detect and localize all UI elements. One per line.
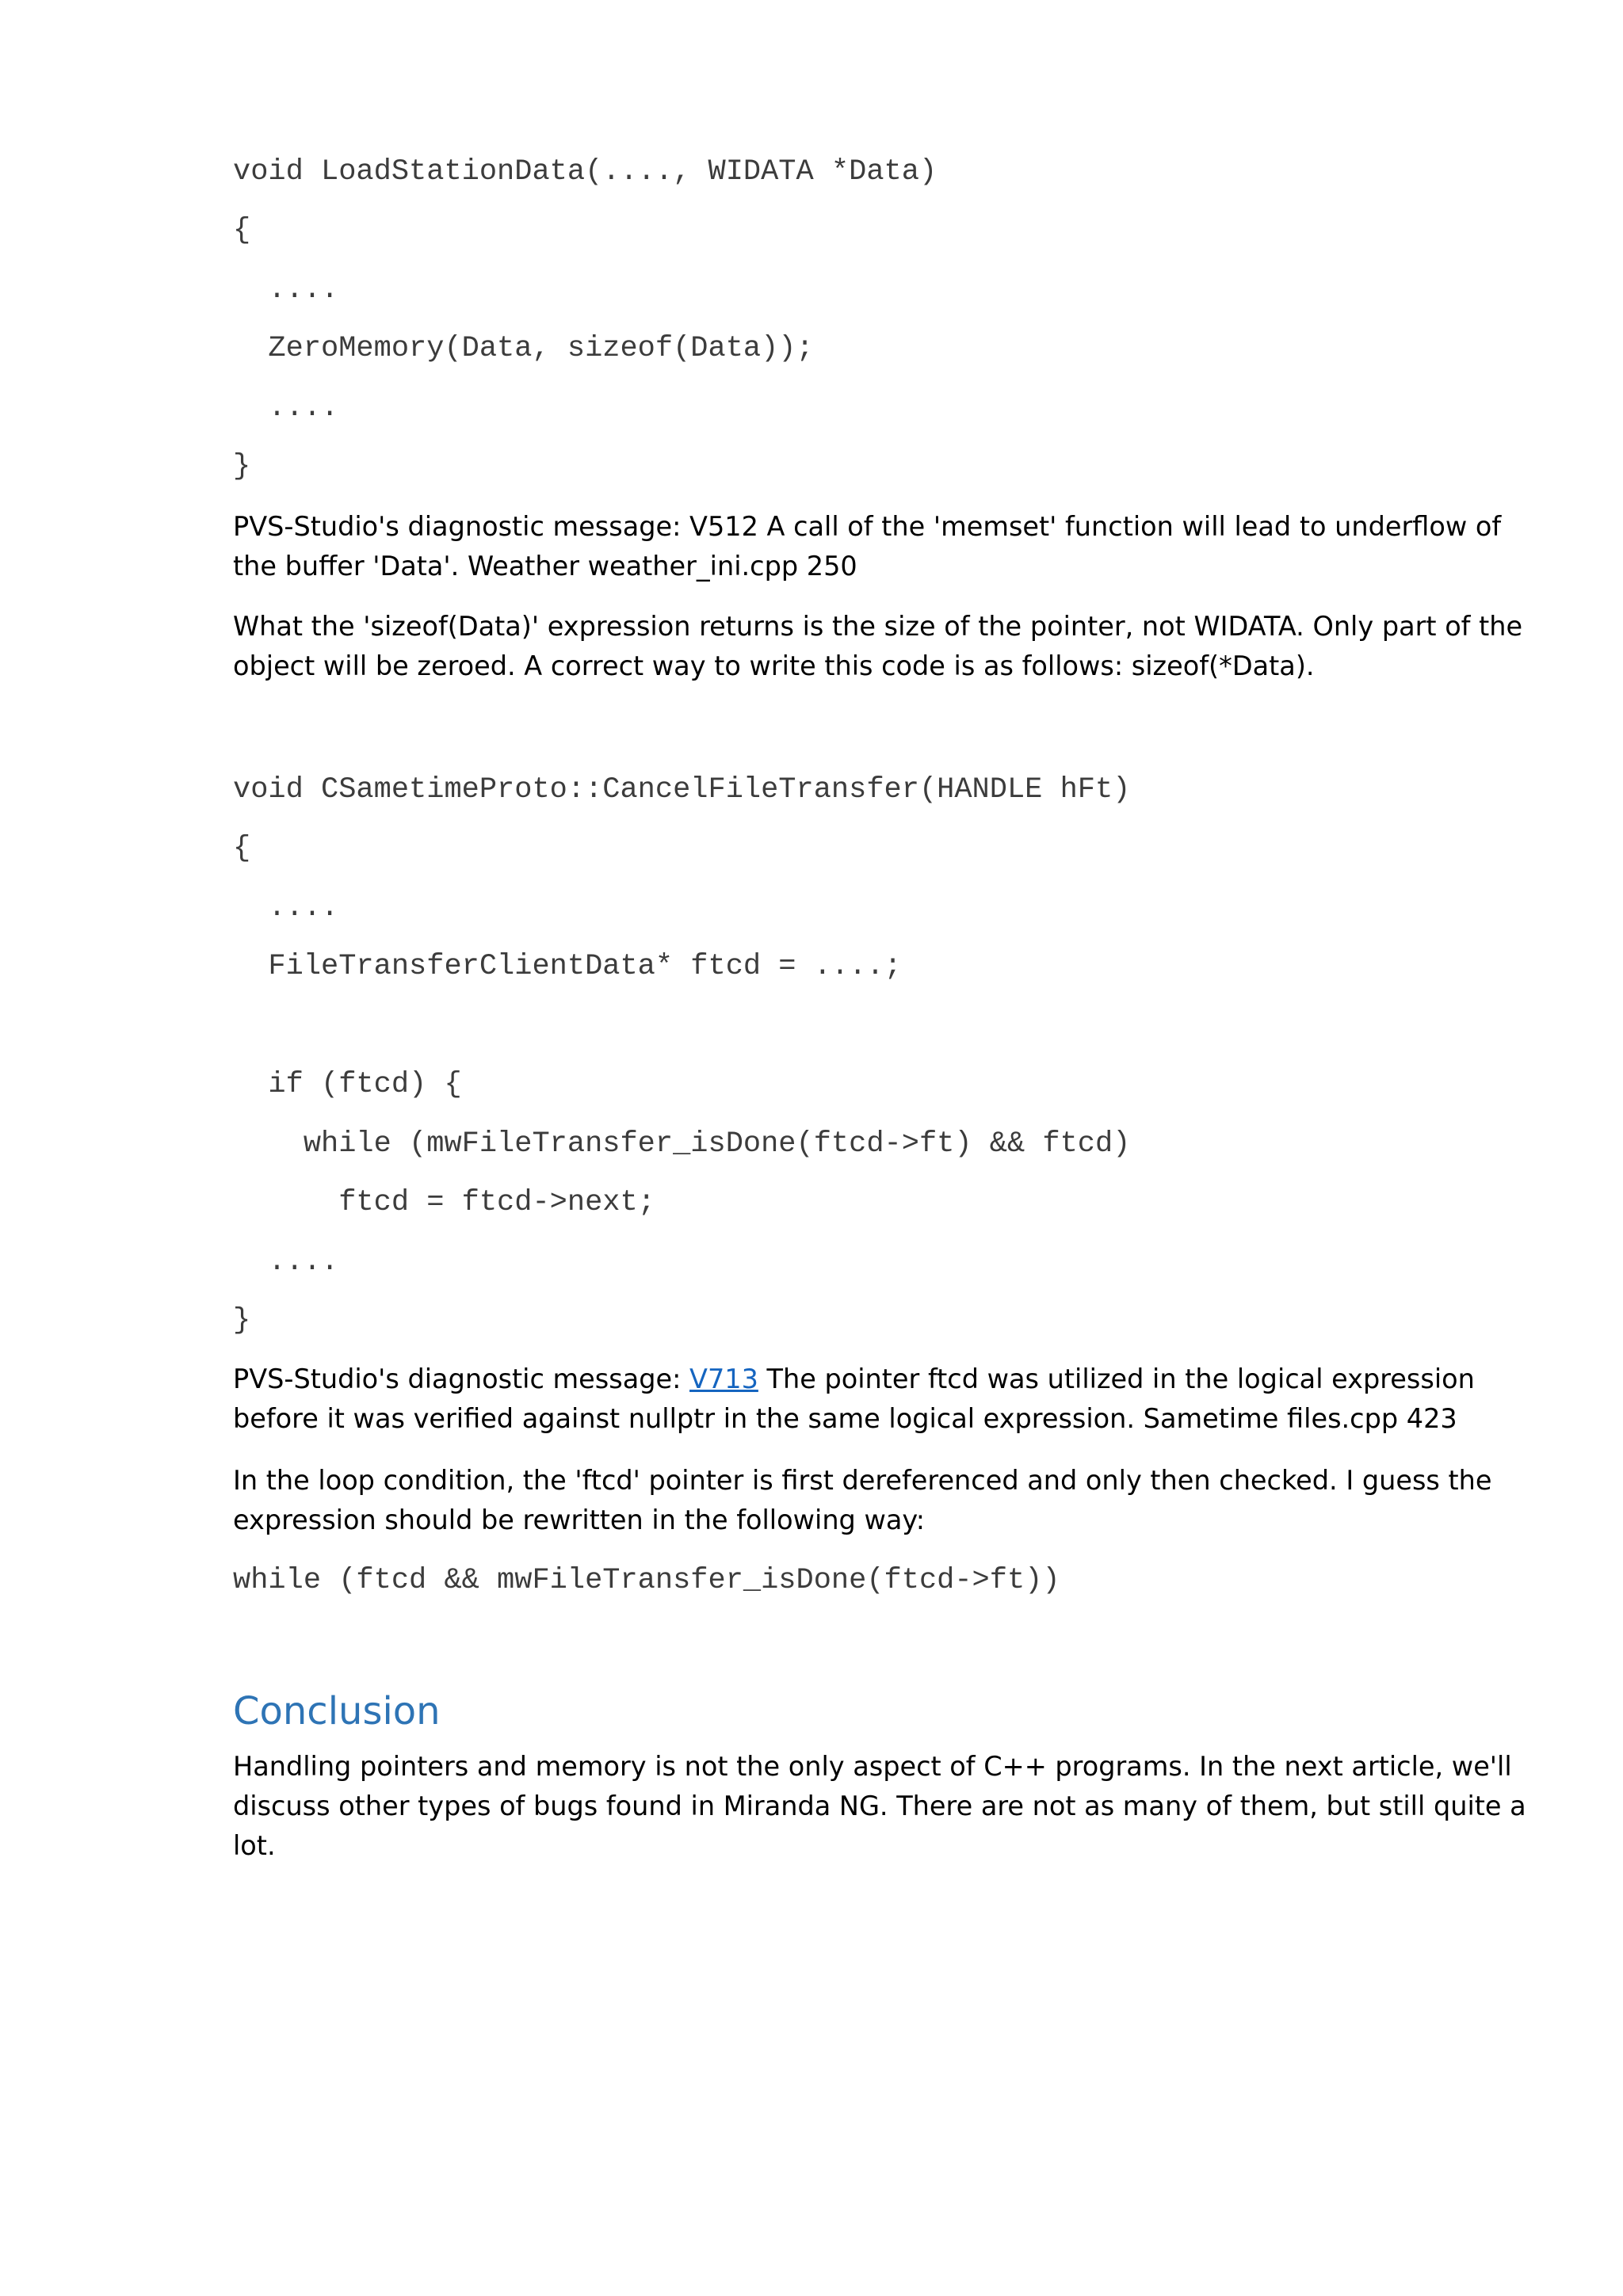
code-line: ZeroMemory(Data, sizeof(Data));: [233, 332, 814, 365]
diagnostic-message: [233, 1360, 1533, 1439]
code-line: if (ftcd) {: [233, 1068, 462, 1101]
code-line: ....: [233, 273, 339, 307]
code-line: {: [233, 214, 251, 247]
explanation-paragraph: In the loop condition, the 'ftcd' pointer is first dereferenced and only then checked. I guess the expression should be rewritten in the following way:: [233, 1465, 1492, 1535]
conclusion-paragraph: Handling pointers and memory is not the only aspect of C++ programs. In the next article, we'll discuss other types of bugs found in Miranda NG. There are not as many of them, but still quite a lot.: [233, 1751, 1526, 1861]
code-line: void LoadStationData(...., WIDATA *Data): [233, 155, 938, 189]
code-line: {: [233, 832, 251, 865]
code-line: while (mwFileTransfer_isDone(ftcd->ft) && ftcd): [233, 1127, 1131, 1161]
explanation-paragraph: What the 'sizeof(Data)' expression returns is the size of the pointer, not WIDATA. Only part of the object will be zeroed. A correct way to write this code is as follows: sizeof(*Data).: [233, 611, 1523, 681]
code-line: ....: [233, 391, 339, 425]
v713-link[interactable]: V713: [689, 1363, 758, 1394]
diagnostic-prefix: PVS-Studio's diagnostic message:: [233, 1363, 690, 1394]
code-line: }: [233, 450, 251, 483]
code-line: ....: [233, 1245, 339, 1279]
code-line: ....: [233, 891, 339, 925]
conclusion-heading: Conclusion: [233, 1689, 441, 1733]
code-line: void CSametimeProto::CancelFileTransfer(HANDLE hFt): [233, 773, 1131, 807]
diagnostic-message: PVS-Studio's diagnostic message: V512 A call of the 'memset' function will lead to underflow of the buffer 'Data'. Weather weather_ini.cpp 250: [233, 511, 1502, 582]
fix-code-line: while (ftcd && mwFileTransfer_isDone(ftcd->ft)): [233, 1564, 1060, 1597]
code-line: FileTransferClientData* ftcd = ....;: [233, 950, 902, 983]
code-line: ftcd = ftcd->next;: [233, 1186, 655, 1219]
diagnostic-suffix: The pointer ftcd was utilized in the logical expression before it was verified against nullptr in the same logical expression. Sametime files.cpp 423: [233, 1363, 1475, 1434]
code-line: }: [233, 1304, 251, 1337]
